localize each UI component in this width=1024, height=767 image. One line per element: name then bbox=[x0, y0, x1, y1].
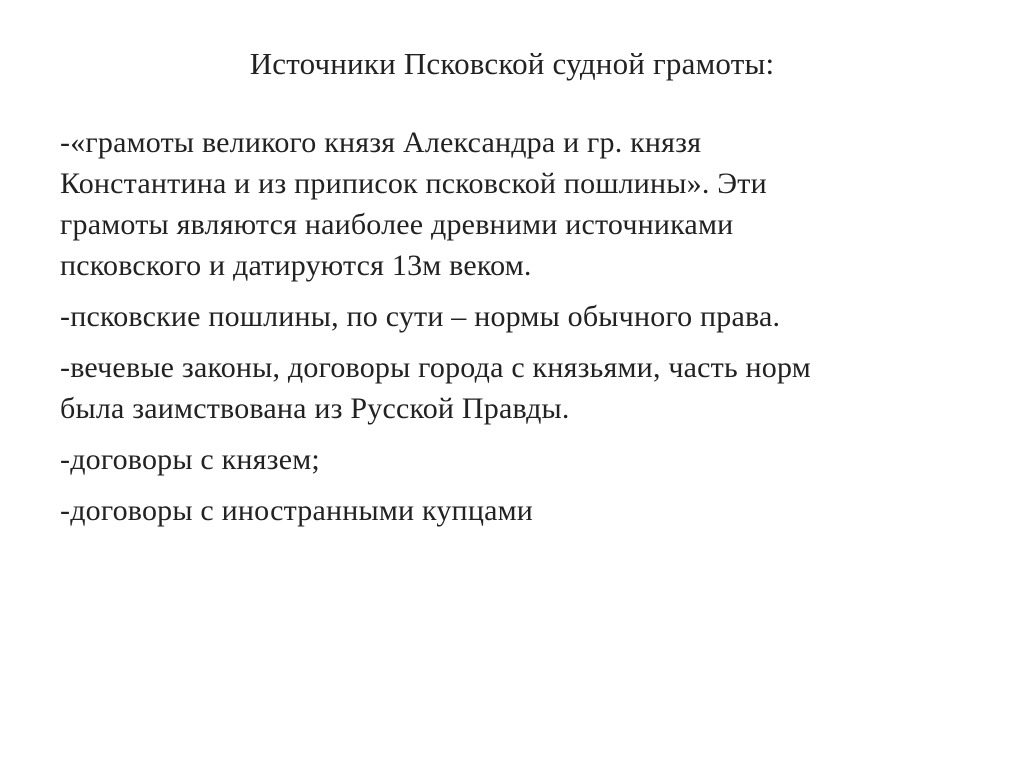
slide-body-list bbox=[60, 122, 950, 541]
text-line: -«грамоты великого князя Александра и гр. князя bbox=[60, 126, 702, 159]
text-line: -договоры с иностранными купцами bbox=[60, 494, 534, 527]
text-line: -вечевые законы, договоры города с князьями, часть норм bbox=[60, 351, 811, 384]
list-item-veche-laws bbox=[60, 347, 950, 429]
text-line: Константина и из приписок псковской пошлины». Эти bbox=[60, 167, 767, 200]
list-item-pskov-duties bbox=[60, 296, 950, 337]
text-line: грамоты являются наиболее древними источниками bbox=[60, 208, 734, 241]
text-line: -псковские пошлины, по сути – нормы обычного права. bbox=[60, 300, 781, 333]
text-line: была заимствована из Русской Правды. bbox=[60, 392, 570, 425]
text-line: псковского и датируются 13м веком. bbox=[60, 249, 532, 282]
list-item-sources-charters bbox=[60, 122, 950, 286]
text-line: -договоры с князем; bbox=[60, 443, 320, 476]
slide-title: Источники Псковской судной грамоты: bbox=[249, 46, 775, 81]
list-item-treaties-prince bbox=[60, 439, 950, 480]
list-item-treaties-merchants bbox=[60, 490, 950, 531]
